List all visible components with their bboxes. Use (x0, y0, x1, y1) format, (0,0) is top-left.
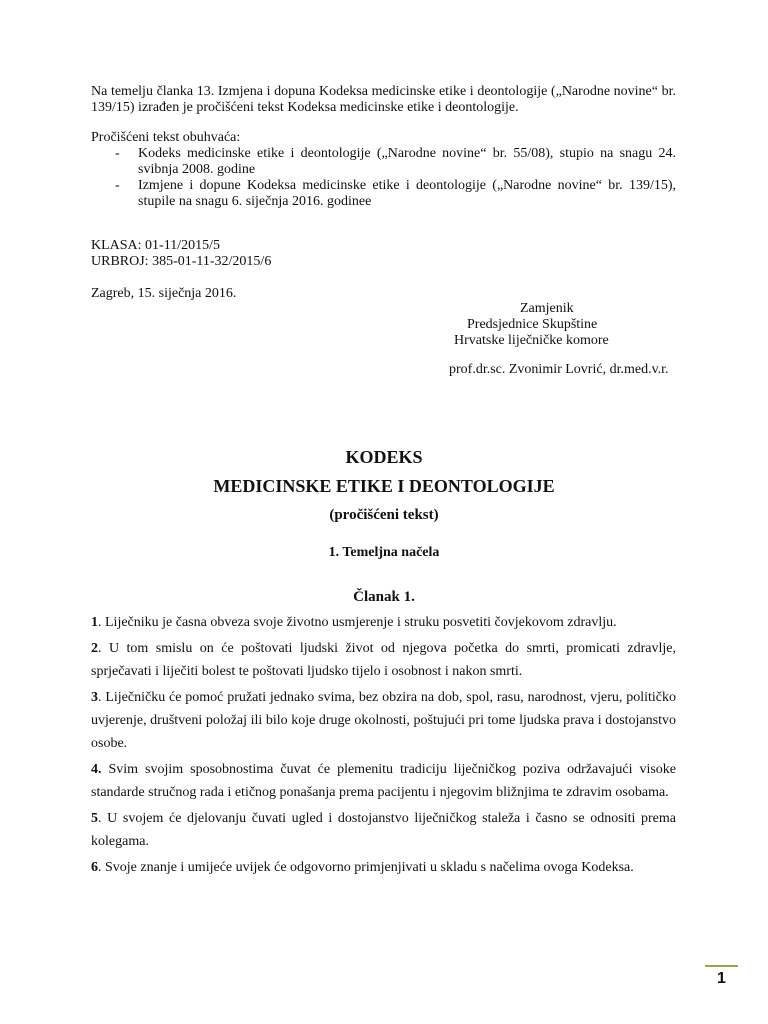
article-paragraph (91, 611, 676, 634)
paragraph-number: 4. (91, 762, 102, 777)
paragraph-number: 1 (91, 615, 98, 630)
article-paragraph (91, 686, 676, 755)
paragraph-text: . U tom smislu on će poštovati ljudski život od njegova početka do smrti, promicati zdravlje, sprječavati i liječiti bolest te poštovati ljudsko tijelo i osobnost i nakon smrti. (91, 641, 676, 679)
paragraph-number: 6 (91, 860, 98, 875)
list-item-text: Izmjene i dopune Kodeksa medicinske etike i deontologije („Narodne novine“ br. 139/15), stupile na snagu 6. siječnja 2016. godinee (138, 178, 676, 209)
urbroj: URBROJ: 385-01-11-32/2015/6 (91, 254, 272, 269)
section-heading: 1. Temeljna načela (328, 545, 440, 560)
list-item-text: Kodeks medicinske etike i deontologije („Narodne novine“ br. 55/08), stupio na snagu 24. svibnja 2008. godine (138, 146, 676, 177)
signature-line-1: Zamjenik (520, 301, 574, 316)
article-paragraph (91, 637, 676, 683)
paragraph-number: 3 (91, 690, 98, 705)
signature-line-2: Predsjednice Skupštine (467, 317, 598, 332)
document-title: KODEKS (345, 447, 423, 467)
paragraph-text: Svim svojim sposobnostima čuvat će plemenitu tradiciju liječničkog poziva održavajući visoke standarde stručnog rada i etičnog ponašanja prema pacijentu i njegovim bližnjima te zdravim osobama. (91, 762, 676, 800)
klasa: KLASA: 01-11/2015/5 (91, 238, 220, 253)
article-paragraph (91, 758, 676, 804)
article-paragraph (91, 856, 676, 879)
intro-text: Na temelju članka 13. Izmjena i dopuna Kodeksa medicinske etike i deontologije („Narodne novine“ br. 139/15) izrađen je pročišćeni tekst Kodeksa medicinske etike i deontologije. (91, 84, 676, 115)
paragraph-text: . Svoje znanje i umijeće uvijek će odgovorno primjenjivati u skladu s načelima ovoga Kodeksa. (98, 860, 634, 875)
list-item (91, 146, 676, 178)
paragraph-number: 5 (91, 811, 98, 826)
page-number: 1 (717, 970, 726, 987)
paragraph-text: . Liječniku je časna obveza svoje životno usmjerenje i struku posvetiti čovjekovom zdravlju. (98, 615, 617, 630)
signature-name: prof.dr.sc. Zvonimir Lovrić, dr.med.v.r. (449, 362, 669, 377)
article-paragraph (91, 807, 676, 853)
page-number-rule (705, 965, 738, 967)
signature-line-3: Hrvatske liječničke komore (454, 333, 609, 348)
paragraph-text: . Liječničku će pomoć pružati jednako svima, bez obzira na dob, spol, rasu, narodnost, vjeru, političko uvjerenje, društveni položaj ili bilo koje druge okolnosti, poštujući pri tome ljudska prava i dostojanstvo osobe. (91, 690, 676, 751)
article-paragraphs (91, 611, 676, 882)
includes-list (91, 146, 676, 210)
document-title-line-2: MEDICINSKE ETIKE I DEONTOLOGIJE (213, 476, 555, 496)
includes-heading: Pročišćeni tekst obuhvaća: (91, 130, 241, 145)
list-dash: - (115, 146, 120, 161)
paragraph-text: . U svojem će djelovanju čuvati ugled i dostojanstvo liječničkog staleža i časno se odnositi prema kolegama. (91, 811, 676, 849)
list-item (91, 178, 676, 210)
list-dash: - (115, 178, 120, 193)
paragraph-number: 2 (91, 641, 98, 656)
document-subtitle: (pročišćeni tekst) (329, 507, 439, 523)
article-heading: Članak 1. (353, 589, 415, 605)
place-date: Zagreb, 15. siječnja 2016. (91, 286, 237, 301)
